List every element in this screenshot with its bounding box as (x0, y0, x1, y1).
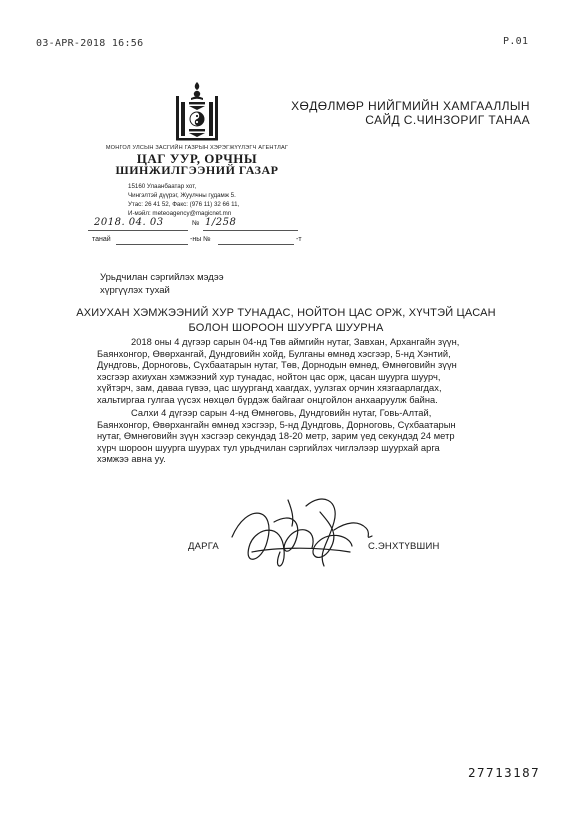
body-line: хүйтэрч, зам, даваа гүвээ, цас шуурганд хаагдах, уулзгах орчин хязгаарлагдах, (97, 383, 442, 394)
ref-label-left: танай (92, 236, 111, 243)
address-line: Утас: 26 41 52, Факс: (976 11) 32 66 11, (128, 201, 240, 208)
body-line: нутаг, Өмнөговийн зүүн хэсгээр секундэд 18-20 метр, зарим үед секундэд 24 метр (97, 431, 455, 442)
fax-page-number: P.01 (503, 36, 529, 47)
body-line: хэсгээр ахиухан хэмжээний хур тунадас, нойтон цас орж, цасан шуурга шуурч, (97, 371, 441, 382)
body-line: Баянхонгор, Өвөрхангай, Дундговийн хойд, Булганы өмнөд хэсгээр, 5-нд Хэнтий, (97, 348, 451, 359)
agency-name-line2: ШИНЖИЛГЭЭНИЙ ГАЗАР (115, 163, 279, 177)
handwritten-date: 2018. 04. 03 (94, 217, 164, 228)
number-label: № (192, 220, 200, 227)
body-paragraph-1 (97, 337, 527, 407)
body-paragraph-2 (97, 408, 527, 466)
address-line: Чингэлтэй дүүрэг, Жуулчны гудамж 5. (128, 192, 236, 199)
ref-label-mid: -ны № (190, 236, 211, 243)
signatory-name: С.ЭНХТҮВШИН (368, 541, 440, 552)
body-line: Баянхонгор, Өвөрхангайн өмнөд хэсгээр, 5-нд Дундговь, Дорноговь, Сүхбаатарын (97, 419, 456, 430)
signatory-role: ДАРГА (188, 541, 219, 552)
agency-address (128, 182, 278, 218)
subject-line2: хүргүүлэх тухай (100, 285, 170, 296)
document-title (6, 306, 566, 336)
body-line: 2018 оны 4 дүгээр сарын 04-нд Төв аймгийн нутаг, Завхан, Архангайн зүүн, (131, 337, 460, 347)
body-line: Дундговь, Дорноговь, Сүхбаатарын нутаг, Төв, Дорнодын өмнөд, Өмнөговийн зүүн (97, 360, 457, 371)
ref-blank-1 (116, 244, 188, 245)
agency-affiliation: МОНГОЛ УЛСЫН ЗАСГИЙН ГАЗРЫН ХЭРЭГЖҮҮЛЭГЧ АГЕНТЛАГ (105, 145, 289, 151)
body-line: хэмжээ авна уу. (97, 454, 166, 465)
fax-timestamp: 03-APR-2018 16:56 (36, 38, 144, 49)
document-stamp-number: 27713187 (468, 765, 541, 780)
date-field (88, 218, 188, 231)
title-line2: БОЛОН ШОРООН ШУУРГА ШУУРНА (188, 322, 384, 334)
handwritten-number: 1/258 (205, 217, 237, 228)
recipient-line1: ХӨДӨЛМӨР НИЙГМИЙН ХАМГААЛЛЫН (291, 99, 530, 113)
number-field (203, 218, 298, 231)
body-line: хүрч шороон шуурга шуурах тул урьдчилан сэргийлэх чиглэлээр шуурхай арга (97, 442, 440, 453)
address-line: 15160 Улаанбаатар хот, (128, 183, 197, 190)
recipient-line2: САЙД С.ЧИНЗОРИГ ТАНАА (365, 113, 530, 127)
body-line: Салхи 4 дүгээр сарын 4-нд Өмнөговь, Дундговийн нутаг, Говь-Алтай, (131, 408, 432, 418)
subject (100, 271, 224, 297)
title-line1: АХИУХАН ХЭМЖЭЭНИЙ ХУР ТУНАДАС, НОЙТОН ЦАС ОРЖ, ХҮЧТЭЙ ЦАСАН (76, 307, 496, 319)
ref-blank-2 (218, 244, 294, 245)
body-line: хальтиргаа гулгаа үүсэх нөхцөл бүрдэж байгааг онцгойлон анхааруулж байна. (97, 394, 438, 405)
address-line: И-мэйл: meteoagency@magicnet.mn (128, 210, 232, 217)
subject-line1: Урьдчилан сэргийлэх мэдээ (100, 272, 224, 283)
soyombo-emblem-icon (172, 80, 222, 142)
agency-name-line1: ЦАГ УУР, ОРЧНЫ (136, 151, 258, 166)
ref-label-tail: -т (296, 236, 302, 243)
handwritten-signature (222, 482, 382, 582)
